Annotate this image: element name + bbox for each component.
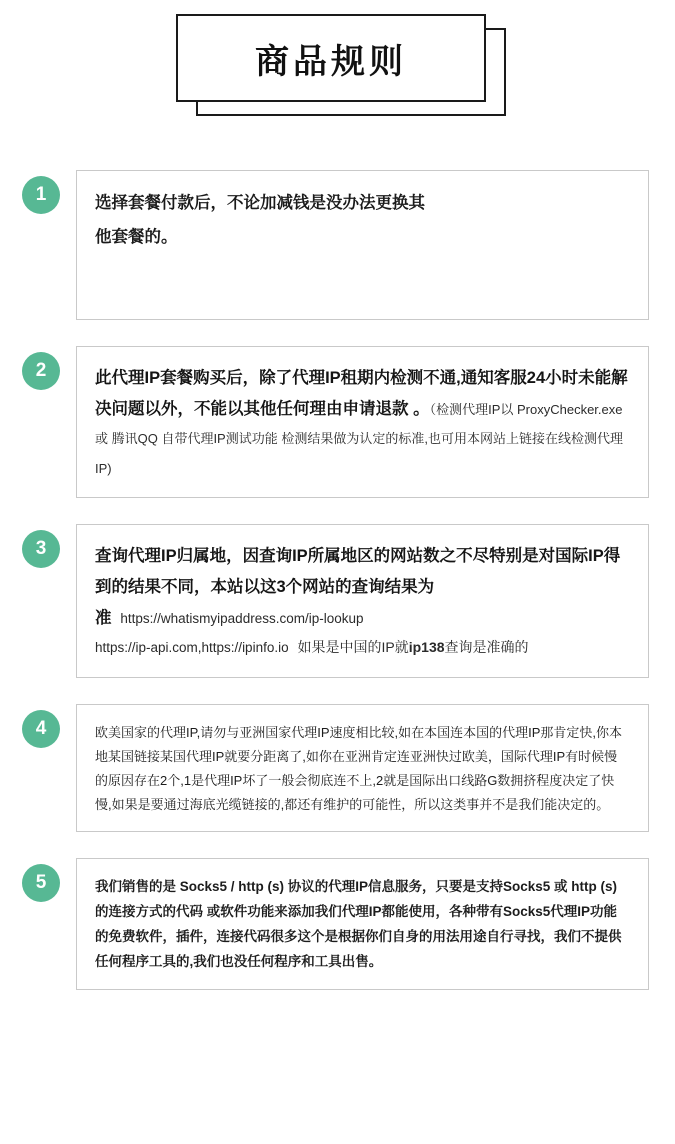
page-title: 商品规则 xyxy=(255,42,407,81)
rule-item-4 xyxy=(22,704,649,832)
rule-panel-5 xyxy=(76,858,649,990)
rule-number-badge-3: 3 xyxy=(22,530,60,568)
rule-3-url-2[interactable]: https://ip-api.com,https://ipinfo.io xyxy=(95,640,289,656)
rule-item-2 xyxy=(22,346,649,498)
page-title-block xyxy=(0,0,675,132)
rule-3-url-1[interactable]: https://whatismyipaddress.com/ip-lookup xyxy=(120,610,364,626)
rule-3-tail-2: 查询是准确的 xyxy=(444,639,529,656)
rule-item-1 xyxy=(22,170,649,320)
rule-3-text xyxy=(95,541,630,633)
rule-panel-2 xyxy=(76,346,649,498)
rule-2-note: （检测代理IP以 ProxyChecker.exe 或 腾讯QQ 自带代理IP测试功能 检测结果做为认定的标准,也可用本网站上链接在线检测代理IP) xyxy=(95,401,623,476)
rule-item-5 xyxy=(22,858,649,990)
rule-2-text xyxy=(95,363,630,483)
rule-3-text-2 xyxy=(95,633,630,663)
rule-3-tail-1: 如果是中国的IP就 xyxy=(297,639,409,656)
title-box xyxy=(176,14,486,102)
rule-panel-1 xyxy=(76,170,649,320)
rule-1-line-1: 选择套餐付款后，不论加减钱是没办法更换其 xyxy=(95,194,425,212)
rule-item-3 xyxy=(22,524,649,677)
rule-2-strong: 此代理IP套餐购买后，除了代理IP租期内检测不通,通知客服24小时未能解决问题以外，不能以其他任何理由申请退款 。 xyxy=(95,369,628,418)
rules-list xyxy=(0,132,675,990)
rule-1-line-2: 他套餐的。 xyxy=(95,227,178,246)
rule-number-badge-2: 2 xyxy=(22,352,60,390)
rule-panel-3 xyxy=(76,524,649,677)
rule-3-strong: 查询代理IP归属地，因查询IP所属地区的网站数之不尽特别是对国际IP得到的结果不同，本站以这3个网站的查询结果为准 xyxy=(95,547,621,627)
rule-5-text: 我们销售的是 Socks5 / http (s) 协议的代理IP信息服务，只要是支持Socks5 或 http (s) 的连接方式的代码 或软件功能来添加我们代理IP都能使用，各种带有Socks5代理IP功能的免费软件，插件，连接代码很多这个是根据你们自身的用法用途自行寻找，我们不提供任何程序工具的,我们也没任何程序和工具出售。 xyxy=(95,878,622,969)
rule-number-badge-4: 4 xyxy=(22,710,60,748)
rule-number-badge-1: 1 xyxy=(22,176,60,214)
rule-number-badge-5: 5 xyxy=(22,864,60,902)
rule-4-text: 欧美国家的代理IP,请勿与亚洲国家代理IP速度相比较,如在本国连本国的代理IP那肯定快,你本地某国链接某国代理IP就要分距离了,如你在亚洲肯定连亚洲快过欧美，国际代理IP有时候慢的原因存在2个,1是代理IP坏了一般会彻底连不上,2就是国际出口线路G数拥挤程度决定了快慢,如果是要通过海底光缆链接的,都还有维护的可能性，所以这类事并不是我们能决定的。 xyxy=(95,724,623,812)
rule-3-tail-bold: ip138 xyxy=(408,639,445,656)
rule-panel-4 xyxy=(76,704,649,832)
